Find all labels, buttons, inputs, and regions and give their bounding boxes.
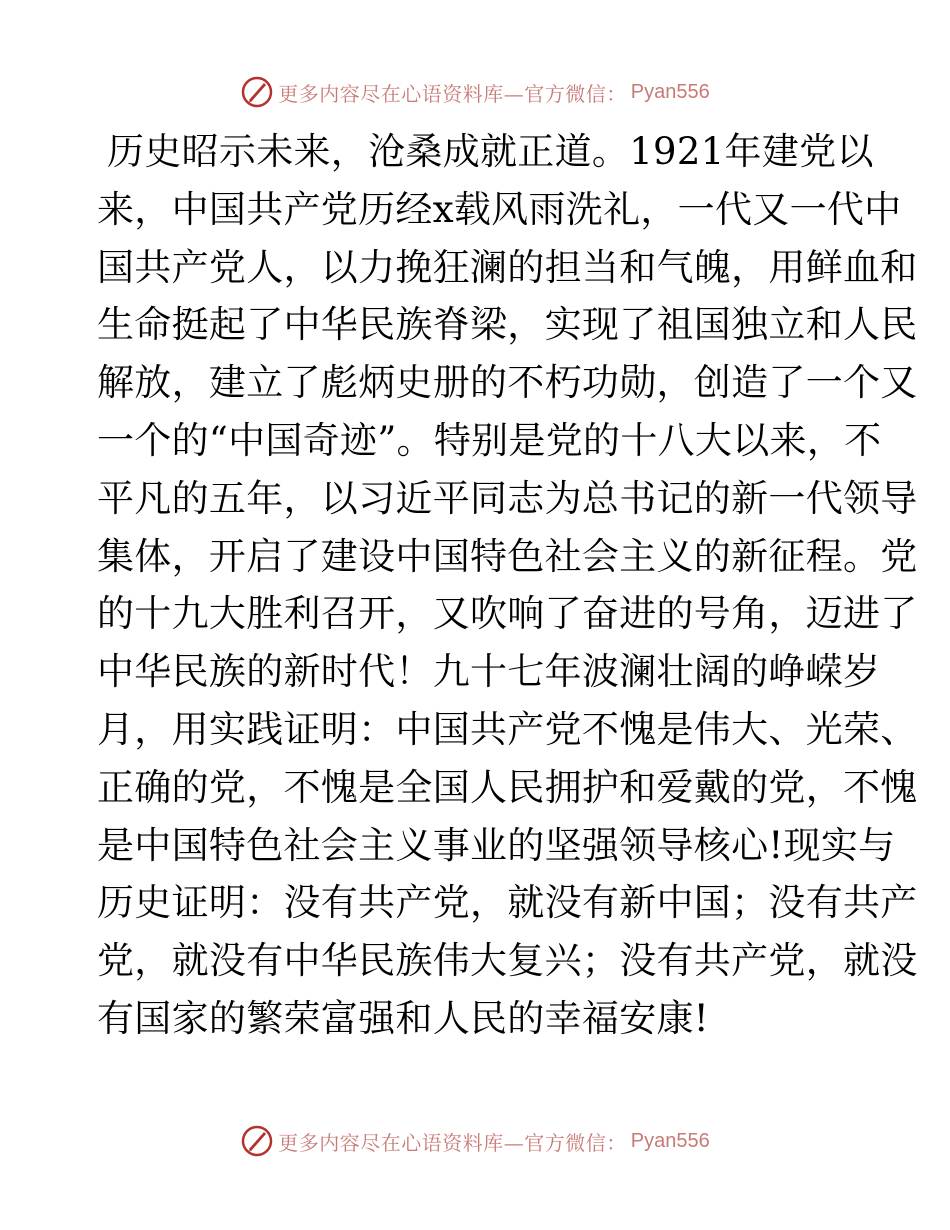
paragraph-line: 有国家的繁荣富强和人民的幸福安康! [97, 996, 709, 1040]
paragraph-line: 历史昭示未来，沧桑成就正道。1921年建党以 [107, 130, 874, 173]
watermark-wechat-id: Pyan556 [630, 1129, 710, 1152]
paragraph-line: 集体，开启了建设中国特色社会主义的新征程。党 [97, 534, 918, 578]
paragraph-line: 解放，建立了彪炳史册的不朽功勋，创造了一个又 [97, 361, 918, 405]
paragraph-line: 的十九大胜利召开，又吹响了奋进的号角，迈进了 [97, 592, 918, 636]
paragraph-line: 中华民族的新时代！九十七年波澜壮阔的峥嵘岁 [97, 650, 881, 694]
paragraph-line: 一个的“中国奇迹”。特别是党的十八大以来，不 [97, 418, 882, 462]
paragraph-line: 国共产党人，以力挽狂澜的担当和气魄，用鲜血和 [97, 245, 918, 289]
header-watermark [0, 72, 950, 112]
paragraph-line: 历史证明：没有共产党，就没有新中国；没有共产 [97, 881, 918, 925]
paragraph-line: 来，中国共产党历经x载风雨洗礼，一代又一代中 [97, 187, 902, 231]
paragraph-line: 是中国特色社会主义事业的坚强领导核心!现实与 [97, 823, 896, 867]
watermark-text: 更多内容尽在心语资料库—官方微信： [278, 81, 627, 106]
watermark-text: 更多内容尽在心语资料库—官方微信： [278, 1130, 627, 1155]
footer-watermark [0, 1121, 950, 1161]
paragraph-line: 平凡的五年，以习近平同志为总书记的新一代领导 [97, 476, 918, 520]
watermark-wechat-id: Pyan556 [630, 80, 710, 103]
paragraph-line: 正确的党，不愧是全国人民拥护和爱戴的党，不愧 [97, 765, 918, 809]
document-body [97, 123, 918, 1048]
paragraph-line: 月，用实践证明：中国共产党不愧是伟大、光荣、 [97, 707, 918, 751]
quill-pen-circle-icon [240, 75, 274, 109]
paragraph-line: 生命挺起了中华民族脊梁，实现了祖国独立和人民 [97, 303, 918, 347]
paragraph-line: 党，就没有中华民族伟大复兴；没有共产党，就没 [97, 939, 918, 983]
quill-pen-circle-icon [240, 1124, 274, 1158]
